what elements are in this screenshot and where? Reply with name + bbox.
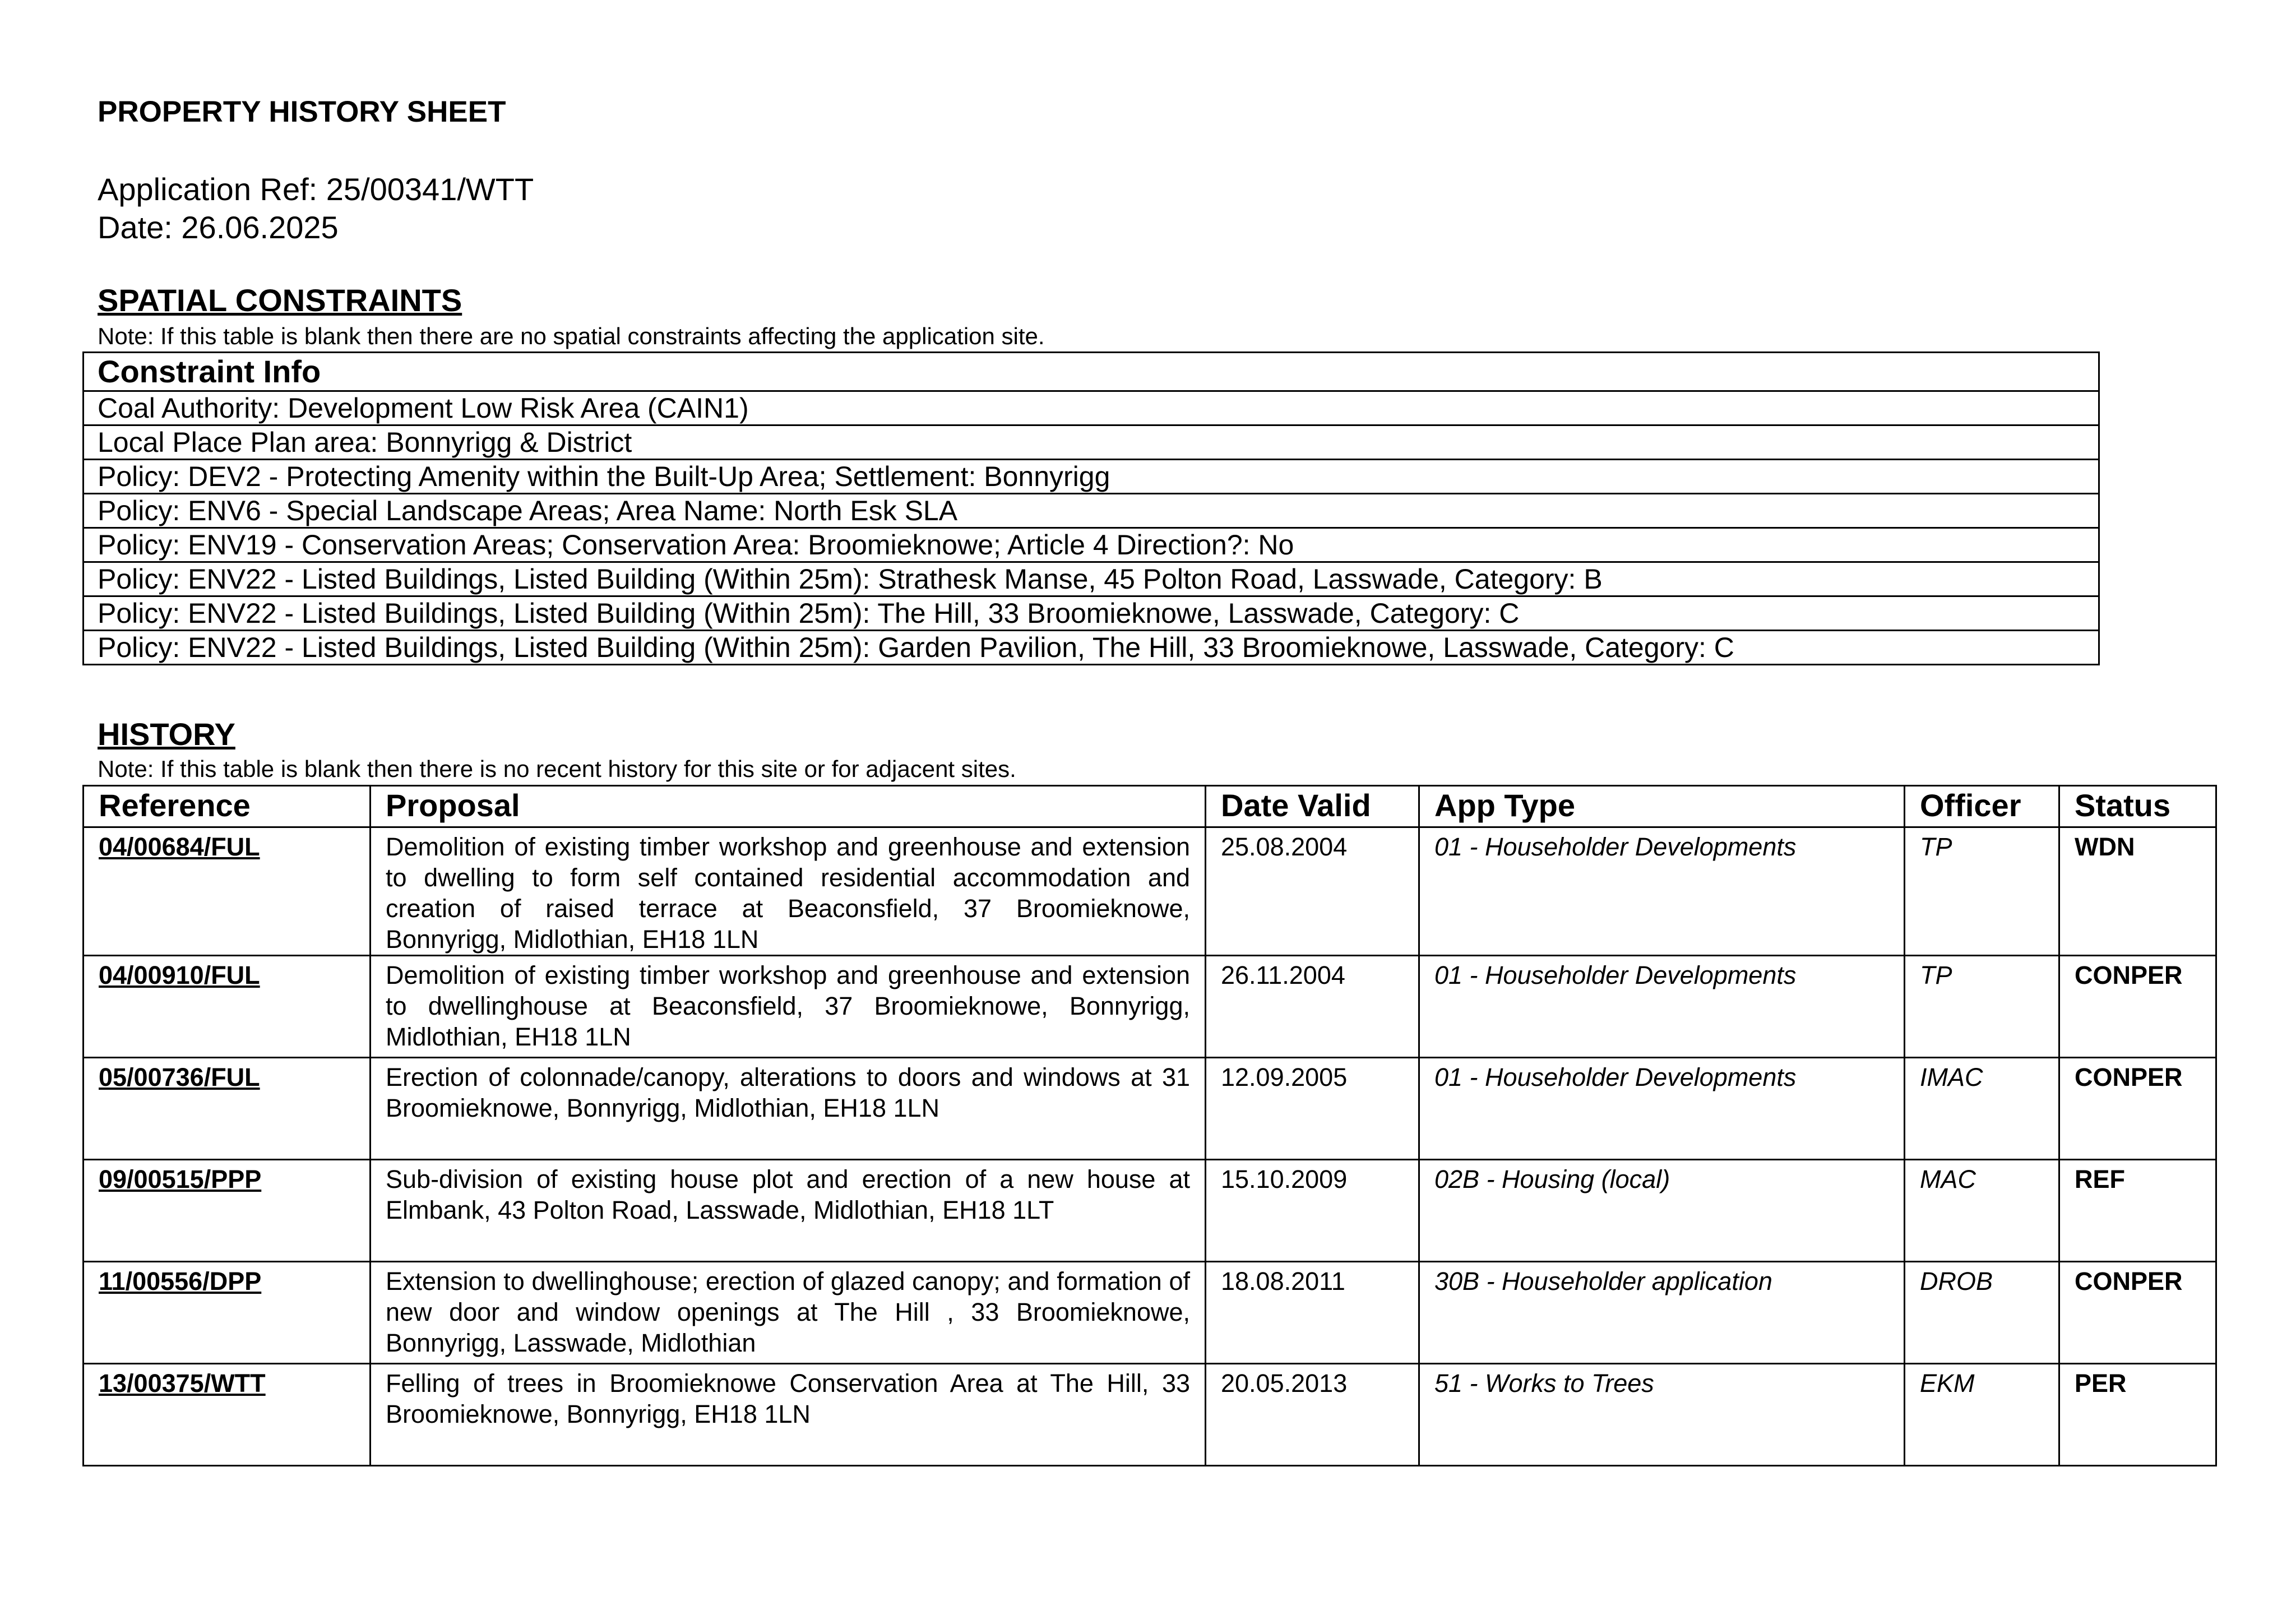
date-valid-cell: 15.10.2009 (1206, 1160, 1419, 1262)
reference-link[interactable]: 13/00375/WTT (84, 1364, 371, 1466)
constraint-cell: Policy: ENV22 - Listed Buildings, Listed Building (Within 25m): Garden Pavilion, The Hill, 33 Broomieknowe, Lasswade, Category: C (84, 631, 2099, 665)
page-title: PROPERTY HISTORY SHEET (98, 95, 506, 128)
date-valid-cell: 20.05.2013 (1206, 1364, 1419, 1466)
reference-link[interactable]: 11/00556/DPP (84, 1262, 371, 1364)
history-heading: HISTORY (98, 716, 235, 752)
officer-cell: TP (1905, 827, 2059, 956)
constraint-row (84, 460, 2099, 494)
history-row (84, 1364, 2216, 1466)
history-row (84, 827, 2216, 956)
proposal-cell: Felling of trees in Broomieknowe Conservation Area at The Hill, 33 Broomieknowe, Bonnyrigg, EH18 1LN (371, 1364, 1206, 1466)
status-cell: REF (2059, 1160, 2216, 1262)
reference-column-header: Reference (84, 786, 371, 827)
status-cell: CONPER (2059, 956, 2216, 1058)
date-valid-cell: 18.08.2011 (1206, 1262, 1419, 1364)
history-row (84, 1058, 2216, 1160)
constraint-cell: Policy: ENV6 - Special Landscape Areas; Area Name: North Esk SLA (84, 494, 2099, 528)
app-type-column-header: App Type (1419, 786, 1905, 827)
app-type-cell: 01 - Householder Developments (1419, 956, 1905, 1058)
constraint-info-header: Constraint Info (84, 353, 2099, 391)
date-valid-cell: 12.09.2005 (1206, 1058, 1419, 1160)
status-cell: PER (2059, 1364, 2216, 1466)
history-table (82, 785, 2217, 1466)
date-valid-cell: 26.11.2004 (1206, 956, 1419, 1058)
history-header-row (84, 786, 2216, 827)
proposal-cell: Demolition of existing timber workshop and greenhouse and extension to dwellinghouse at Beaconsfield, 37 Broomieknowe, Bonnyrigg, Midlothian, EH18 1LN (371, 956, 1206, 1058)
reference-link[interactable]: 04/00910/FUL (84, 956, 371, 1058)
proposal-cell: Erection of colonnade/canopy, alterations to doors and windows at 31 Broomieknowe, Bonnyrigg, Midlothian, EH18 1LN (371, 1058, 1206, 1160)
constraint-row (84, 425, 2099, 460)
proposal-column-header: Proposal (371, 786, 1206, 827)
app-type-cell: 02B - Housing (local) (1419, 1160, 1905, 1262)
constraint-cell: Policy: ENV19 - Conservation Areas; Conservation Area: Broomieknowe; Article 4 Direction?: No (84, 528, 2099, 562)
constraint-row (84, 562, 2099, 596)
reference-link[interactable]: 09/00515/PPP (84, 1160, 371, 1262)
constraints-header-row (84, 353, 2099, 391)
constraint-row (84, 391, 2099, 425)
status-cell: WDN (2059, 827, 2216, 956)
application-ref: Application Ref: 25/00341/WTT (98, 172, 534, 207)
officer-cell: EKM (1905, 1364, 2059, 1466)
reference-link[interactable]: 05/00736/FUL (84, 1058, 371, 1160)
officer-cell: MAC (1905, 1160, 2059, 1262)
constraints-table (82, 351, 2100, 665)
constraint-cell: Policy: DEV2 - Protecting Amenity within the Built-Up Area; Settlement: Bonnyrigg (84, 460, 2099, 494)
constraint-row (84, 631, 2099, 665)
history-row (84, 956, 2216, 1058)
app-type-cell: 01 - Householder Developments (1419, 827, 1905, 956)
constraint-cell: Policy: ENV22 - Listed Buildings, Listed Building (Within 25m): Strathesk Manse, 45 Polton Road, Lasswade, Category: B (84, 562, 2099, 596)
constraint-cell: Local Place Plan area: Bonnyrigg & District (84, 425, 2099, 460)
constraint-cell: Policy: ENV22 - Listed Buildings, Listed Building (Within 25m): The Hill, 33 Broomieknowe, Lasswade, Category: C (84, 596, 2099, 631)
proposal-cell: Sub-division of existing house plot and erection of a new house at Elmbank, 43 Polton Road, Lasswade, Midlothian, EH18 1LT (371, 1160, 1206, 1262)
constraint-row (84, 494, 2099, 528)
constraint-row (84, 596, 2099, 631)
constraint-row (84, 528, 2099, 562)
spatial-constraints-note: Note: If this table is blank then there are no spatial constraints affecting the application site. (98, 323, 1045, 349)
constraint-cell: Coal Authority: Development Low Risk Area (CAIN1) (84, 391, 2099, 425)
status-column-header: Status (2059, 786, 2216, 827)
app-type-cell: 51 - Works to Trees (1419, 1364, 1905, 1466)
proposal-cell: Demolition of existing timber workshop and greenhouse and extension to dwelling to form self contained residential accommodation and creation of raised terrace at Beaconsfield, 37 Broomieknowe, Bonnyrigg, Midlothian, EH18 1LN (371, 827, 1206, 956)
officer-cell: DROB (1905, 1262, 2059, 1364)
application-date: Date: 26.06.2025 (98, 210, 339, 245)
spatial-constraints-heading: SPATIAL CONSTRAINTS (98, 283, 462, 318)
history-row (84, 1160, 2216, 1262)
app-type-cell: 30B - Householder application (1419, 1262, 1905, 1364)
history-note: Note: If this table is blank then there is no recent history for this site or for adjacent sites. (98, 756, 1016, 782)
date-valid-cell: 25.08.2004 (1206, 827, 1419, 956)
history-row (84, 1262, 2216, 1364)
status-cell: CONPER (2059, 1262, 2216, 1364)
status-cell: CONPER (2059, 1058, 2216, 1160)
officer-cell: TP (1905, 956, 2059, 1058)
date-valid-column-header: Date Valid (1206, 786, 1419, 827)
proposal-cell: Extension to dwellinghouse; erection of glazed canopy; and formation of new door and window openings at The Hill , 33 Broomieknowe, Bonnyrigg, Lasswade, Midlothian (371, 1262, 1206, 1364)
officer-cell: IMAC (1905, 1058, 2059, 1160)
app-type-cell: 01 - Householder Developments (1419, 1058, 1905, 1160)
reference-link[interactable]: 04/00684/FUL (84, 827, 371, 956)
officer-column-header: Officer (1905, 786, 2059, 827)
